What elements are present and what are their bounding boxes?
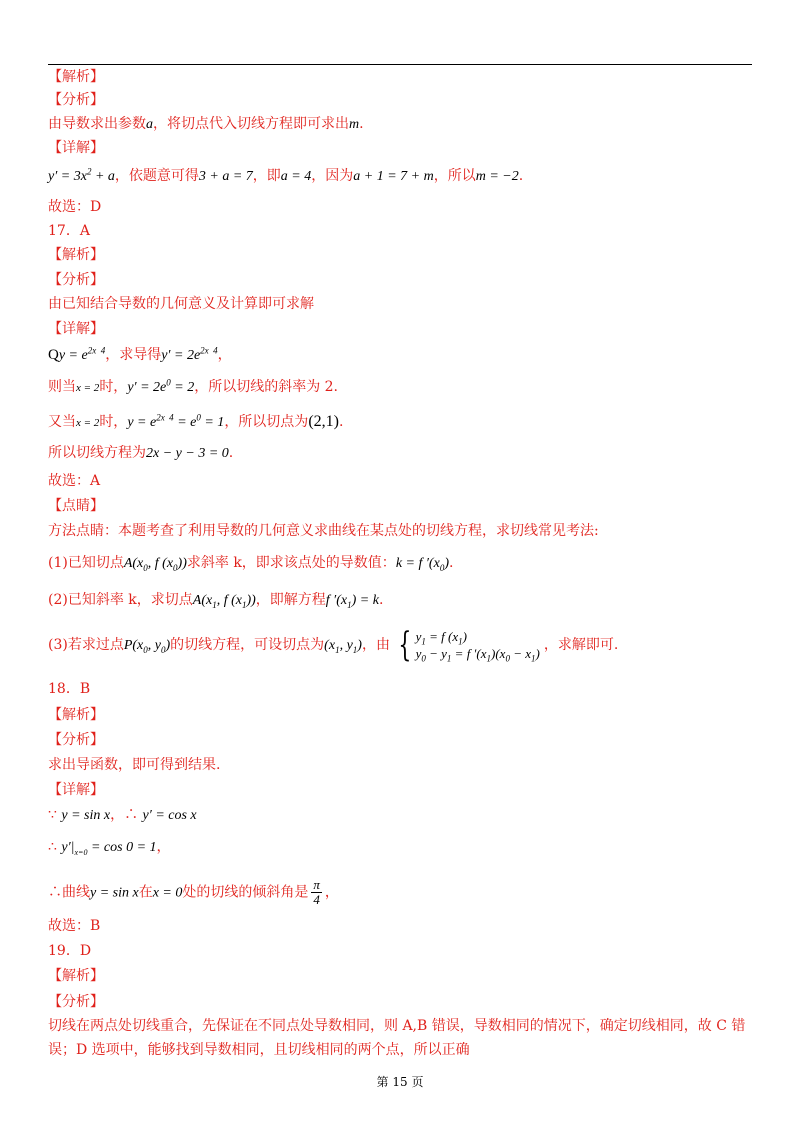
- q18-heading: 18．B: [48, 681, 91, 697]
- top-rule: [48, 64, 752, 65]
- page-number: 第 15 页: [376, 1075, 424, 1089]
- q18-detail-3: ∴曲线y = sin x在x = 0处的切线的倾斜角是 $\frac{\pi}{4}$ ，: [48, 877, 339, 907]
- q16-answer: 故选：D: [48, 199, 102, 215]
- label-xiangjie: 【详解】: [48, 140, 104, 156]
- q17-tip-intro: 方法点睛：本题考查了利用导数的几何意义求曲线在某点处的切线方程，求切线常见考法:: [48, 523, 599, 539]
- q16-analysis: 由导数求出参数a，将切点代入切线方程即可求出m.: [48, 116, 364, 132]
- q18-answer: 故选：B: [48, 918, 101, 934]
- label-fenxi: 【分析】: [48, 994, 104, 1010]
- q18-analysis: 求出导函数，即可得到结果.: [48, 757, 221, 773]
- q17-detail-1: $Qy = e^{2x 4}$，求导得$y' = 2e^{2x 4}$，: [48, 345, 232, 363]
- label-xiangjie: 【详解】: [48, 321, 104, 337]
- q16-detail: $y' = 3x^2 + a$，依题意可得3 + a = 7，即a = 4，因为a + 1 = 7 + m，所以m = −2.: [48, 166, 524, 184]
- q19-heading: 19．D: [48, 943, 92, 959]
- label-xiangjie: 【详解】: [48, 782, 104, 798]
- label-jiexi: 【解析】: [48, 968, 104, 984]
- q17-heading: 17．A: [48, 223, 90, 239]
- label-fenxi: 【分析】: [48, 92, 104, 108]
- label-jiexi: 【解析】: [48, 707, 104, 723]
- q17-detail-2: 则当x = 2时，$y' = 2e^0 = 2$，所以切线的斜率为 2.: [48, 377, 339, 395]
- q17-analysis: 由已知结合导数的几何意义及计算即可求解: [48, 296, 314, 312]
- label-jiexi: 【解析】: [48, 247, 104, 263]
- q17-tip-1: (1)已知切点$A(x_0$, f $(x_0)$)求斜率 k，即求该点处的导数值：k = f $'(x_0)$.: [48, 555, 454, 573]
- q18-detail-1: ∵ y = sin x，∴ y′ = cos x: [48, 807, 197, 823]
- q17-detail-4: 所以切线方程为2x − y − 3 = 0.: [48, 445, 234, 461]
- equation-system: { $y_1 = f$ $(x_1)$ $y_0 - y_1 = f$ $'(x_1)(x_0 - x_1)$: [398, 625, 540, 665]
- q17-answer: 故选：A: [48, 473, 101, 489]
- q19-analysis-2: 误；D 选项中，能够找到导数相同，且切线相同的两个点，所以正确: [48, 1042, 470, 1058]
- q17-detail-3: 又当x = 2时，$y = e^{2x 4} = e^0 = 1$，所以切点为(2,1).: [48, 412, 344, 430]
- q17-tip-2: (2)已知斜率 k，求切点$A(x_1$, f $(x_1)$)，即解方程f $'(x_1) = k$.: [48, 592, 384, 610]
- label-fenxi: 【分析】: [48, 272, 104, 288]
- q19-analysis-1: 切线在两点处切线重合，先保证在不同点处导数相同，则 A,B 错误，导数相同的情况下，确定切线相同，故 C 错: [48, 1018, 746, 1034]
- fraction-pi-over-4: $\frac{\pi}{4}$: [313, 877, 320, 907]
- q18-detail-2: ∴ $y'|_{x=0} = \cos 0 = 1$，: [48, 839, 171, 857]
- q17-tip-3: (3)若求过点$P(x_0$, $y_0$)的切线方程，可设切点为($x_1$, $y_1$)，由 { $y_1 = f$ $(x_1)$ $y_0 - y_1 = f$ $'(x_1)(x_0 - x_1)$ ，求解即可.: [48, 625, 619, 665]
- label-dianjing: 【点睛】: [48, 498, 104, 514]
- label-jiexi: 【解析】: [48, 69, 104, 85]
- label-fenxi: 【分析】: [48, 732, 104, 748]
